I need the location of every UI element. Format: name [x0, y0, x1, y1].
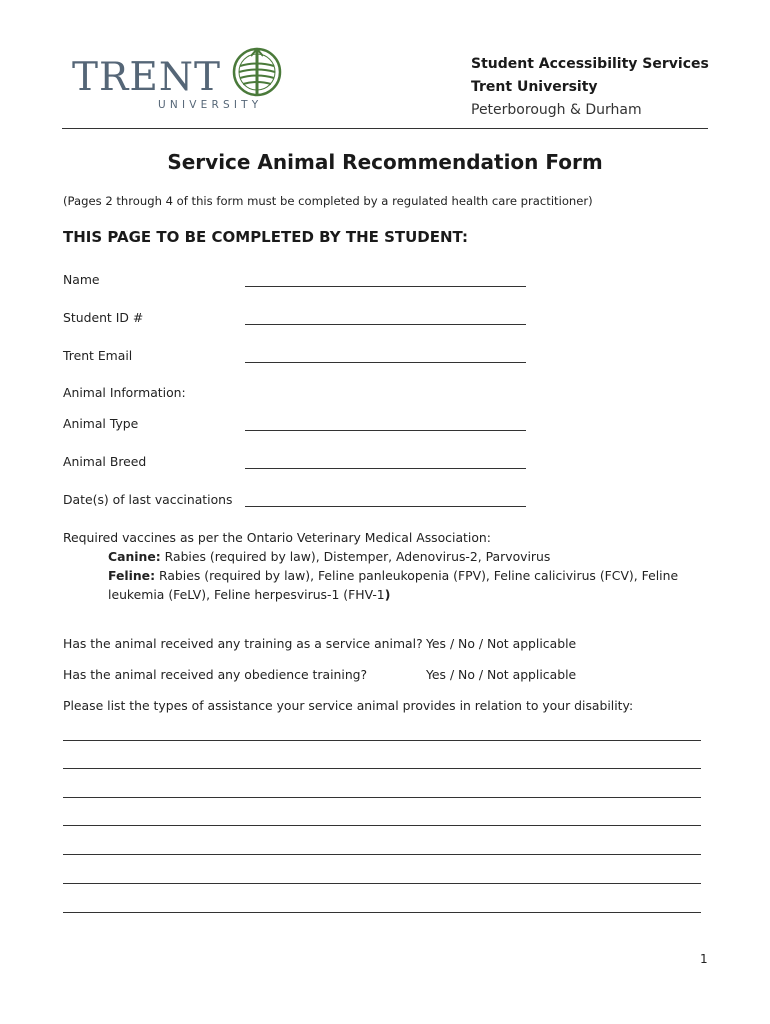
assistance-prompt: Please list the types of assistance your service animal provides in relation to your disability:: [63, 698, 634, 713]
service-training-question: Has the animal received any training as a service animal?: [63, 636, 423, 651]
answer-line[interactable]: [63, 768, 701, 769]
form-title: Service Animal Recommendation Form: [167, 150, 603, 174]
feline-close-paren: ): [384, 587, 391, 602]
trent-university-logo: [72, 44, 287, 118]
service-training-options[interactable]: Yes / No / Not applicable: [426, 636, 577, 651]
canine-label: Canine:: [108, 549, 161, 564]
answer-line[interactable]: [63, 825, 701, 826]
animal-breed-label: Animal Breed: [63, 454, 147, 469]
feline-vaccine-list-cont: leukemia (FeLV), Feline herpesvirus-1 (FHV-1: [108, 587, 385, 602]
canine-vaccines: [63, 547, 678, 566]
vaccination-dates-label: Date(s) of last vaccinations: [63, 492, 233, 507]
feline-vaccine-list: Rabies (required by law), Feline panleukopenia (FPV), Feline calicivirus (FCV), Feline: [155, 568, 679, 583]
section-heading: THIS PAGE TO BE COMPLETED BY THE STUDENT:: [63, 228, 468, 246]
animal-breed-field[interactable]: [245, 468, 526, 469]
trent-email-label: Trent Email: [63, 348, 133, 363]
vaccination-dates-field[interactable]: [245, 506, 526, 507]
form-subtitle: (Pages 2 through 4 of this form must be completed by a regulated health care practitioner): [63, 194, 593, 208]
trent-email-field[interactable]: [245, 362, 526, 363]
obedience-training-options[interactable]: Yes / No / Not applicable: [426, 667, 577, 682]
campus-locations: Peterborough & Durham: [471, 102, 642, 118]
animal-type-field[interactable]: [245, 430, 526, 431]
header-divider: [62, 128, 708, 129]
office-address: [471, 53, 709, 122]
answer-line[interactable]: [63, 883, 701, 884]
animal-information-heading: Animal Information:: [63, 385, 186, 400]
logo-subtitle: UNIVERSITY: [158, 99, 263, 111]
name-label: Name: [63, 272, 100, 287]
canine-vaccine-list: Rabies (required by law), Distemper, Adenovirus-2, Parvovirus: [160, 549, 551, 564]
office-name: Student Accessibility Services: [471, 56, 709, 72]
student-id-field[interactable]: [245, 324, 526, 325]
student-id-label: Student ID #: [63, 310, 144, 325]
page-number: 1: [700, 952, 708, 966]
answer-line[interactable]: [63, 740, 701, 741]
answer-line[interactable]: [63, 797, 701, 798]
university-name: Trent University: [471, 79, 598, 95]
logo-wordmark: TRENT: [72, 55, 221, 100]
answer-line[interactable]: [63, 912, 701, 913]
feline-label: Feline:: [108, 568, 156, 583]
feline-vaccines: [63, 566, 678, 585]
vaccines-intro: Required vaccines as per the Ontario Veterinary Medical Association:: [63, 530, 491, 545]
required-vaccines: [63, 528, 678, 604]
answer-line[interactable]: [63, 854, 701, 855]
university-seal-icon: [232, 46, 282, 98]
name-field[interactable]: [245, 286, 526, 287]
animal-type-label: Animal Type: [63, 416, 139, 431]
obedience-training-question: Has the animal received any obedience training?: [63, 667, 368, 682]
feline-vaccines-continued: [63, 585, 678, 604]
